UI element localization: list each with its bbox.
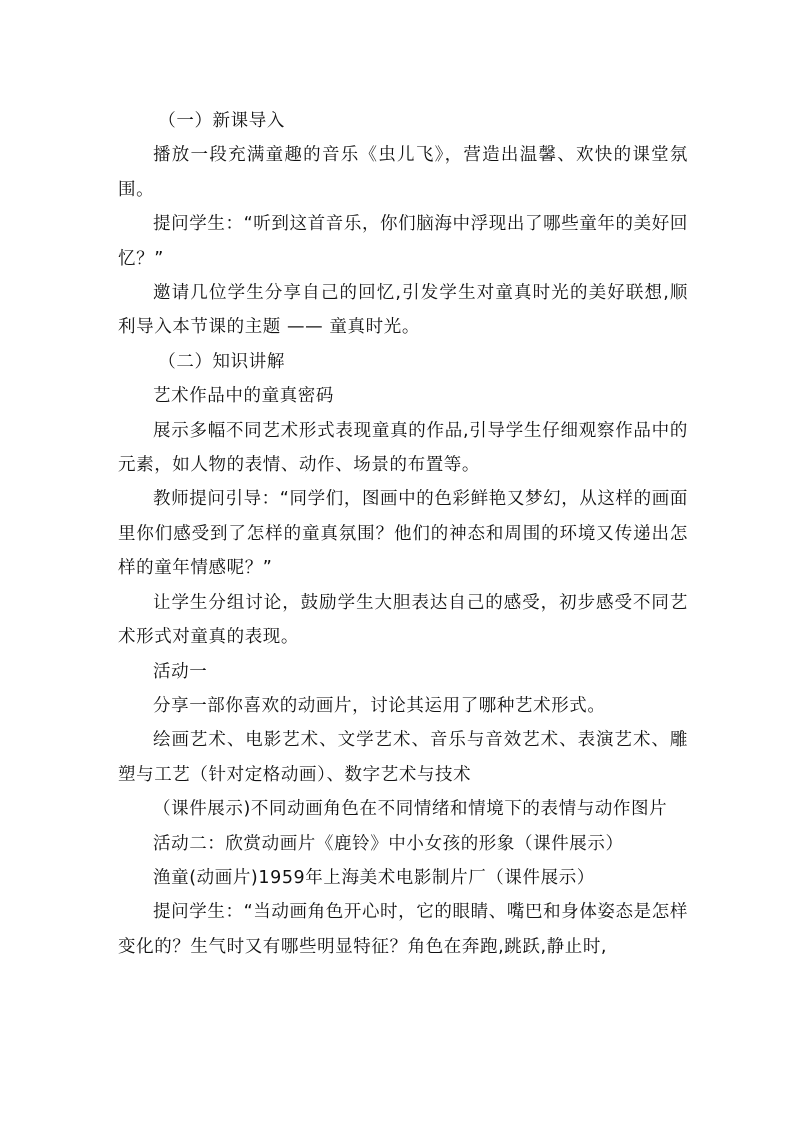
paragraph: 邀请几位学生分享自己的回忆,引发学生对童真时光的美好联想,顺利导入本节课的主题 —— 童真时光。: [118, 283, 688, 338]
section-heading-new-lesson: （一）新课导入: [158, 111, 285, 131]
paragraph: （课件展示)不同动画角色在不同情绪和情境下的表情与动作图片: [153, 799, 668, 820]
paragraph: 教师提问引导：“同学们，图画中的色彩鲜艳又梦幻，从这样的画面里你们感受到了怎样的童真氛围？他们的神态和周围的环境又传递出怎样的童年情感呢？”: [118, 489, 688, 579]
document-body: [118, 104, 688, 964]
activity-one-heading: 活动一: [153, 661, 208, 682]
subheading: 艺术作品中的童真密码: [153, 386, 334, 407]
paragraph: 让学生分组讨论，鼓励学生大胆表达自己的感受，初步感受不同艺术形式对童真的表现。: [118, 592, 688, 648]
paragraph: 展示多幅不同艺术形式表现童真的作品,引导学生仔细观察作品中的元素，如人物的表情、动作、场景的布置等。: [118, 420, 688, 476]
section-heading-knowledge: （二）知识讲解: [158, 351, 285, 372]
paragraph: 提问学生：“当动画角色开心时，它的眼睛、嘴巴和身体姿态是怎样变化的？生气时又有哪些明显特征？角色在奔跑,跳跃,静止时,: [118, 902, 688, 957]
paragraph: 提问学生：“听到这首音乐，你们脑海中浮现出了哪些童年的美好回忆？”: [118, 214, 688, 269]
paragraph: 渔童(动画片)1959年上海美术电影制片厂（课件展示）: [153, 867, 595, 888]
activity-two-heading: 活动二：欣赏动画片《鹿铃》中小女孩的形象（课件展示）: [153, 833, 624, 854]
paragraph: 播放一段充满童趣的音乐《虫儿飞》，营造出温馨、欢快的课堂氛围。: [118, 145, 688, 200]
paragraph: 绘画艺术、电影艺术、文学艺术、音乐与音效艺术、表演艺术、雕塑与工艺（针对定格动画）、数字艺术与技术: [118, 730, 688, 785]
paragraph: 分享一部你喜欢的动画片，讨论其运用了哪种艺术形式。: [153, 695, 606, 716]
